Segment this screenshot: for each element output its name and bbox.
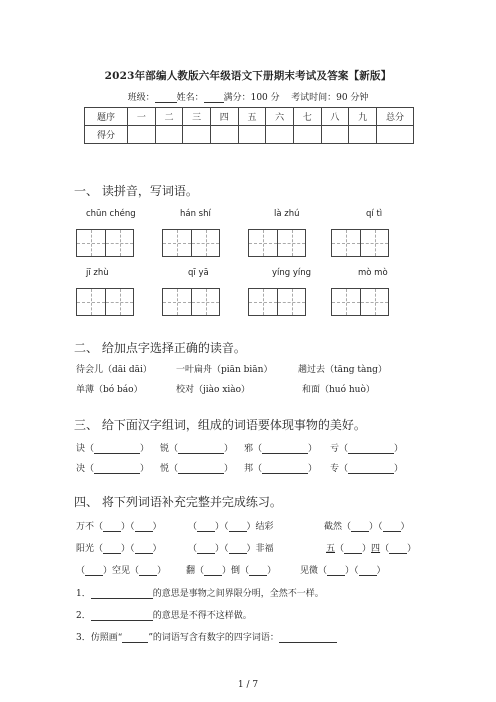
score-header-cell: 七 — [293, 108, 321, 126]
pinyin: mò mò — [358, 268, 388, 278]
answer-blank[interactable] — [229, 521, 247, 532]
answer-blank[interactable] — [91, 588, 153, 599]
question-2 — [76, 608, 252, 621]
score-header-cell: 八 — [321, 108, 349, 126]
answer-blank[interactable] — [249, 565, 267, 576]
score-table-row — [85, 126, 414, 144]
score-header-cell: 三 — [183, 108, 211, 126]
idiom-text: 空见 — [112, 566, 131, 576]
idiom-item: 五（ ）四（ ） — [326, 544, 417, 554]
answer-blank[interactable] — [229, 543, 247, 554]
idiom-text: 截然 — [324, 522, 343, 532]
character: 邪 — [244, 444, 254, 454]
name-blank[interactable] — [204, 92, 224, 103]
character: 专 — [330, 464, 340, 474]
writing-grid[interactable] — [248, 288, 306, 316]
idiom-item: （ ）空见（ ） — [76, 566, 167, 576]
writing-grid[interactable] — [162, 229, 220, 257]
answer-blank[interactable] — [122, 632, 148, 643]
question-text: 的意思是事物之间界限分明，全然不一样。 — [152, 589, 324, 599]
writing-grid[interactable] — [76, 288, 134, 316]
full-score: 满分：100 分 — [223, 93, 280, 103]
question-text: 3．仿照画“ — [76, 633, 123, 643]
idiom-text: 见微 — [300, 566, 319, 576]
score-header-cell: 五 — [238, 108, 266, 126]
answer-blank[interactable] — [178, 463, 224, 474]
character: 邦 — [244, 464, 254, 474]
answer-blank[interactable] — [348, 443, 394, 454]
writing-grid[interactable] — [248, 229, 306, 257]
writing-grid[interactable] — [162, 288, 220, 316]
idiom-item: 阳光（ ）（ ） — [76, 544, 162, 554]
question-3 — [76, 630, 337, 643]
reading-choice[interactable]: 趟过去（tāng tàng） — [298, 365, 387, 375]
score-header-cell: 二 — [155, 108, 183, 126]
word-item: 锐（ ） — [160, 444, 234, 454]
word-item: 亏（ ） — [330, 444, 404, 454]
score-cell[interactable] — [238, 126, 266, 144]
score-cell[interactable] — [128, 126, 156, 144]
pinyin: chūn chéng — [86, 209, 136, 219]
score-cell[interactable] — [293, 126, 321, 144]
answer-blank[interactable] — [348, 463, 394, 474]
answer-blank[interactable] — [351, 521, 369, 532]
reading-choice[interactable]: 校对（jiào xiào） — [176, 385, 251, 395]
answer-blank[interactable] — [389, 543, 407, 554]
reading-choice[interactable]: 一叶扁舟（piān biān） — [176, 365, 273, 375]
answer-blank[interactable] — [91, 610, 153, 621]
character: 锐 — [160, 444, 170, 454]
score-cell[interactable] — [321, 126, 349, 144]
idiom-text: 倒 — [231, 566, 241, 576]
score-cell[interactable] — [377, 126, 414, 144]
answer-blank[interactable] — [344, 543, 362, 554]
answer-blank[interactable] — [359, 565, 377, 576]
section-1-title: 一、 读拼音，写词语。 — [74, 184, 198, 198]
idiom-text: 四 — [371, 544, 381, 554]
score-cell[interactable] — [183, 126, 211, 144]
idiom-text: 翻 — [186, 566, 196, 576]
answer-blank[interactable] — [327, 565, 345, 576]
answer-blank[interactable] — [94, 463, 140, 474]
answer-blank[interactable] — [204, 565, 222, 576]
writing-grid[interactable] — [76, 229, 134, 257]
question-text: ”的词语写含有数字的四字词语： — [148, 633, 279, 643]
pinyin: qī yā — [188, 268, 209, 278]
question-number: 1． — [76, 589, 91, 599]
character: 悦 — [160, 464, 170, 474]
answer-blank[interactable] — [135, 521, 153, 532]
answer-blank[interactable] — [197, 521, 215, 532]
answer-blank[interactable] — [262, 463, 308, 474]
answer-blank[interactable] — [103, 521, 121, 532]
score-cell[interactable] — [349, 126, 377, 144]
document-title: 2023年部编人教版六年级语文下册期末考试及答案【新版】 — [104, 70, 392, 82]
idiom-text: 结彩 — [255, 522, 274, 532]
idiom-text: 五 — [326, 544, 336, 554]
pinyin: yíng yíng — [272, 268, 312, 278]
score-row-label: 得分 — [85, 126, 128, 144]
score-header-cell: 总分 — [377, 108, 414, 126]
score-header-cell: 题序 — [85, 108, 128, 126]
section-4-title: 四、 将下列词语补充完整并完成练习。 — [74, 495, 282, 509]
character: 诀 — [76, 444, 86, 454]
character: 亏 — [330, 444, 340, 454]
question-number: 2． — [76, 611, 91, 621]
section-2-title: 二、 给加点字选择正确的读音。 — [74, 341, 246, 355]
writing-grid[interactable] — [331, 288, 389, 316]
answer-blank[interactable] — [262, 443, 308, 454]
pinyin: là zhú — [274, 209, 300, 219]
name-label: 姓名： — [176, 93, 204, 103]
writing-grid[interactable] — [331, 229, 389, 257]
answer-blank[interactable] — [178, 443, 224, 454]
answer-blank[interactable] — [85, 565, 103, 576]
pinyin: jī zhù — [86, 268, 109, 278]
score-cell[interactable] — [210, 126, 238, 144]
idiom-item: 翻（ ）倒（ ） — [186, 566, 277, 576]
idiom-text: 万不 — [76, 522, 95, 532]
reading-choice[interactable]: 和面（huó huò） — [302, 385, 375, 395]
idiom-item: 万不（ ）（ ） — [76, 522, 162, 532]
word-item: 决（ ） — [76, 464, 150, 474]
reading-choice[interactable]: 单薄（bó báo） — [76, 385, 143, 395]
word-item: 诀（ ） — [76, 444, 150, 454]
pinyin: hán shí — [180, 209, 211, 219]
class-label: 班级： — [127, 93, 155, 103]
exam-time: 考试时间：90 分钟 — [291, 93, 369, 103]
word-item: 悦（ ） — [160, 464, 234, 474]
answer-blank[interactable] — [383, 521, 401, 532]
score-cell[interactable] — [155, 126, 183, 144]
score-cell[interactable] — [266, 126, 294, 144]
answer-blank[interactable] — [197, 543, 215, 554]
answer-blank[interactable] — [139, 565, 157, 576]
question-text: 的意思是不得不这样做。 — [152, 611, 252, 621]
idiom-item: 见微（ ）（ ） — [300, 566, 386, 576]
page-number: 1 / 7 — [237, 680, 259, 690]
idiom-item: （ ）（ ）结彩 — [188, 522, 274, 532]
pinyin: qí tì — [366, 209, 383, 219]
answer-blank[interactable] — [103, 543, 121, 554]
question-1 — [76, 586, 324, 599]
word-item: 邦（ ） — [244, 464, 318, 474]
score-table — [84, 107, 414, 144]
score-header-cell: 四 — [210, 108, 238, 126]
idiom-text: 阳光 — [76, 544, 95, 554]
score-table-header — [85, 108, 414, 126]
idiom-item: （ ）（ ）非福 — [188, 544, 274, 554]
word-item: 专（ ） — [330, 464, 404, 474]
answer-blank[interactable] — [94, 443, 140, 454]
section-3-title: 三、 给下面汉字组词，组成的词语要体现事物的美好。 — [74, 418, 366, 432]
exam-info — [0, 90, 496, 103]
answer-blank[interactable] — [279, 632, 337, 643]
idiom-item: 截然（ ）（ ） — [324, 522, 410, 532]
score-header-cell: 一 — [128, 108, 156, 126]
score-header-cell: 六 — [266, 108, 294, 126]
reading-choice[interactable]: 待会儿（dāi dāi） — [76, 365, 152, 375]
score-header-cell: 九 — [349, 108, 377, 126]
answer-blank[interactable] — [135, 543, 153, 554]
character: 决 — [76, 464, 86, 474]
class-blank[interactable] — [155, 92, 177, 103]
idiom-text: 非福 — [255, 544, 274, 554]
word-item: 邪（ ） — [244, 444, 318, 454]
